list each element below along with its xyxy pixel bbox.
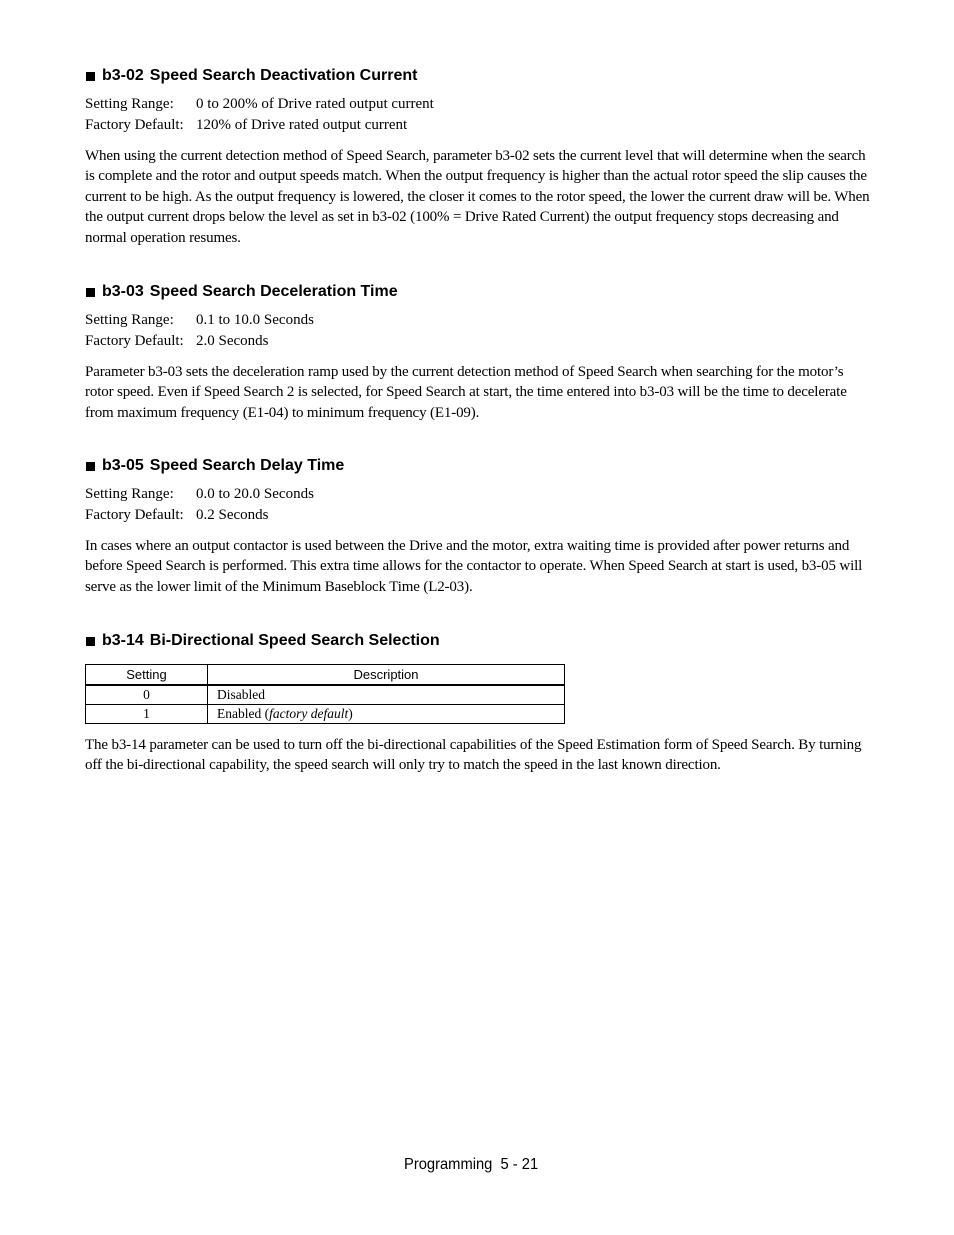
setting-range-row — [85, 94, 870, 115]
description-cell — [208, 705, 565, 724]
factory-default-row — [85, 115, 870, 136]
section-title: Bi-Directional Speed Search Selection — [149, 632, 440, 649]
setting-range-row — [85, 310, 870, 331]
parameter-settings — [85, 484, 870, 525]
section-body: In cases where an output contactor is used between the Drive and the motor, extra waiting time is provided after power returns and before Speed Search is performed. This extra time allows for the contactor to operate. When Speed Search at start is used, b3-05 will serve as the lower limit of the Minimum Baseblock Time (L2-03). — [85, 538, 863, 595]
setting-cell: 0 — [86, 685, 208, 705]
factory-default-value: 120% of Drive rated output current — [196, 116, 408, 133]
parameter-code: b3-05 — [102, 457, 144, 474]
factory-default-row — [85, 331, 870, 352]
setting-range-label: Setting Range: — [85, 96, 174, 112]
section-heading — [85, 456, 870, 476]
section-body: When using the current detection method of Speed Search, parameter b3-02 sets the current level that will determine when the search is complete and the rotor and output speeds match. When the output frequency is higher than the actual rotor speed the slip causes the current to be high. As the output frequency is lowered, the closer it comes to the rotor speed, the lower the current draw will be. When the output current drops below the level as set in b3-02 (100% = Drive Rated Current) the output frequency stops decreasing and normal operation resumes. — [85, 148, 870, 246]
section-heading — [85, 631, 870, 651]
section-title: Speed Search Deceleration Time — [149, 283, 398, 300]
setting-cell: 1 — [86, 705, 208, 724]
factory-default-label: Factory Default: — [85, 506, 184, 523]
setting-range-label: Setting Range: — [85, 486, 174, 502]
parameter-code: b3-14 — [102, 632, 144, 649]
description-text: Enabled ( — [217, 706, 270, 721]
table-header-row — [86, 665, 565, 686]
parameter-code: b3-03 — [102, 283, 144, 300]
square-bullet-icon — [86, 637, 95, 646]
setting-range-value: 0.0 to 20.0 Seconds — [196, 486, 314, 502]
factory-default-row — [85, 505, 870, 526]
setting-range-row — [85, 484, 870, 505]
column-header-description: Description — [208, 665, 565, 686]
table-row — [86, 685, 565, 705]
section-b3-14 — [85, 631, 870, 776]
settings-table — [85, 664, 565, 724]
factory-default-value: 2.0 Seconds — [196, 332, 269, 349]
page-footer: Programming 5 - 21 — [404, 1156, 539, 1173]
square-bullet-icon — [86, 72, 95, 81]
description-cell: Disabled — [208, 685, 565, 705]
factory-default-note: factory default — [269, 706, 349, 721]
factory-default-label: Factory Default: — [85, 332, 184, 349]
square-bullet-icon — [86, 462, 95, 471]
section-body: The b3-14 parameter can be used to turn off the bi-directional capabilities of the Speed Estimation form of Speed Search. By turning off the bi-directional capability, the speed search will only try to match the speed in the last known direction. — [85, 737, 862, 774]
factory-default-label: Factory Default: — [85, 116, 184, 133]
section-body: Parameter b3-03 sets the deceleration ramp used by the current detection method of Speed Search when searching for the motor’s rotor speed. Even if Speed Search 2 is selected, for Speed Search at start, the time entered into b3-03 will be the time to decelerate from maximum frequency (E1-04) to minimum frequency (E1-09). — [85, 364, 847, 421]
setting-range-value: 0 to 200% of Drive rated output current — [196, 96, 434, 112]
section-b3-05 — [85, 456, 870, 597]
column-header-setting: Setting — [86, 665, 208, 686]
factory-default-value: 0.2 Seconds — [196, 506, 269, 523]
section-heading — [85, 282, 870, 302]
parameter-settings — [85, 310, 870, 351]
table-row — [86, 705, 565, 724]
section-b3-03 — [85, 282, 870, 423]
setting-range-value: 0.1 to 10.0 Seconds — [196, 312, 314, 328]
square-bullet-icon — [86, 288, 95, 297]
section-b3-02 — [85, 66, 870, 248]
section-title: Speed Search Delay Time — [149, 457, 345, 474]
description-close: ) — [348, 706, 353, 721]
parameter-code: b3-02 — [102, 67, 144, 84]
setting-range-label: Setting Range: — [85, 312, 174, 328]
section-heading — [85, 66, 870, 86]
section-title: Speed Search Deactivation Current — [149, 67, 418, 84]
parameter-settings — [85, 94, 870, 135]
